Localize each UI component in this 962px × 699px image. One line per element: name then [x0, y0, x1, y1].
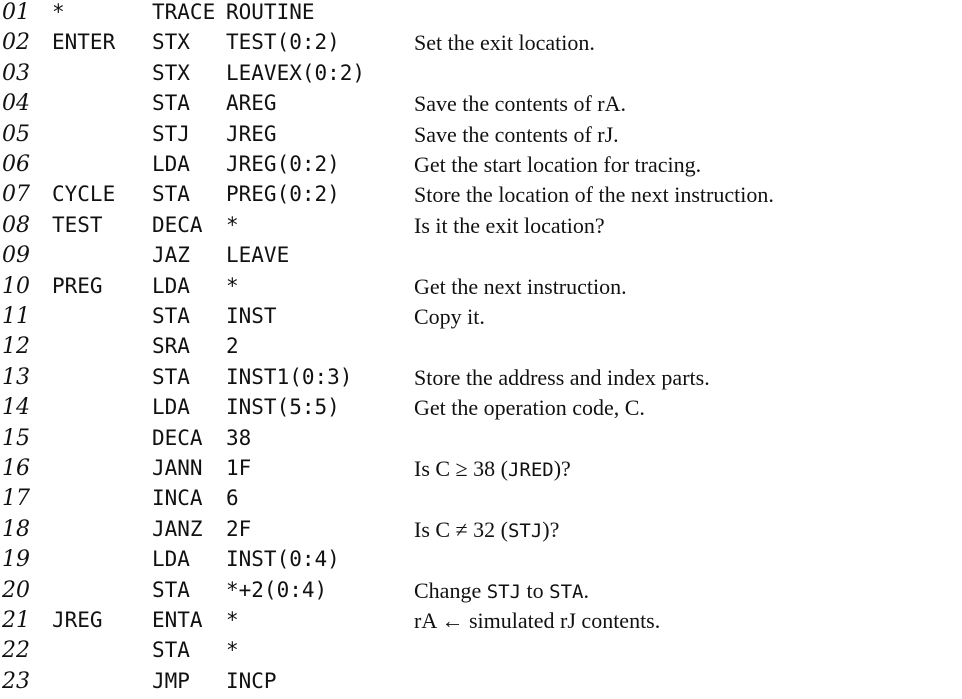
- code-address: *: [226, 608, 239, 632]
- comment-text: to: [521, 577, 550, 603]
- listing-line: [0, 578, 962, 608]
- code-opcode: STA: [152, 364, 190, 389]
- comment-text: Store the location of the next instruction.: [414, 182, 774, 208]
- line-number: 21: [2, 608, 30, 633]
- code-opcode: JAZ: [152, 243, 190, 268]
- code-address: INCP: [226, 668, 277, 693]
- comment-code-token: STJ: [486, 580, 522, 603]
- listing-line: [0, 517, 962, 547]
- listing-line: [0, 182, 962, 212]
- line-number: 08: [2, 212, 30, 238]
- comment-text: Is it the exit location?: [414, 212, 605, 238]
- line-number: 12: [2, 334, 30, 360]
- code-opcode: STA: [152, 638, 190, 663]
- listing-line: [0, 426, 962, 456]
- comment-text: .: [583, 577, 589, 603]
- listing-line: [0, 61, 962, 91]
- code-label: TEST: [52, 212, 103, 237]
- comment-text: Get the start location for tracing.: [414, 152, 702, 177]
- listing-line: [0, 456, 962, 486]
- code-comment: [414, 608, 660, 634]
- comment-text: Get the operation code, C.: [414, 395, 645, 421]
- code-opcode: DECA: [152, 425, 203, 450]
- line-number: 06: [2, 152, 30, 177]
- listing-line: [0, 304, 962, 334]
- line-number: 23: [2, 668, 30, 694]
- listing-line: [0, 243, 962, 273]
- listing-line: [0, 122, 962, 152]
- comment-text: Get the next instruction.: [414, 273, 627, 299]
- listing-line: [0, 669, 962, 699]
- line-number: 05: [2, 121, 30, 147]
- code-comment: [414, 304, 485, 330]
- code-opcode: SRA: [152, 334, 190, 359]
- line-number: 13: [2, 364, 30, 390]
- code-comment: [414, 182, 774, 208]
- listing-line: [0, 608, 962, 638]
- line-number: 04: [2, 91, 30, 117]
- code-address: JREG(0:2): [226, 152, 340, 176]
- code-opcode: LDA: [152, 395, 190, 420]
- listing-line: [0, 334, 962, 364]
- comment-text: Is C ≥ 38 (: [414, 456, 508, 481]
- code-opcode: STX: [152, 30, 190, 55]
- code-address: 2F: [226, 516, 252, 541]
- listing-line: [0, 91, 962, 121]
- code-address: INST: [226, 304, 277, 328]
- code-label: *: [52, 0, 65, 24]
- code-label: ENTER: [52, 30, 116, 55]
- code-opcode: STJ: [152, 121, 190, 146]
- code-opcode: JMP: [152, 668, 190, 693]
- code-opcode: JANZ: [152, 516, 203, 541]
- code-address: LEAVEX(0:2): [226, 60, 366, 85]
- code-opcode: LDA: [152, 273, 190, 298]
- code-address: *: [226, 273, 239, 298]
- code-comment: [414, 213, 605, 239]
- code-opcode: INCA: [152, 486, 203, 511]
- code-address: PREG(0:2): [226, 182, 340, 207]
- comment-text: Copy it.: [414, 304, 485, 329]
- code-address: 38: [226, 425, 252, 450]
- code-opcode: STA: [152, 577, 190, 602]
- listing-line: [0, 274, 962, 304]
- listing-line: [0, 152, 962, 182]
- code-comment: [414, 395, 645, 421]
- line-number: 19: [2, 547, 30, 573]
- code-address: 1F: [226, 456, 252, 480]
- code-opcode: ENTA: [152, 608, 203, 632]
- listing-line: [0, 213, 962, 243]
- code-address: INST1(0:3): [226, 364, 353, 389]
- listing-line: [0, 486, 962, 516]
- code-comment: [414, 578, 589, 604]
- line-number: 01: [2, 0, 30, 25]
- listing-line: [0, 395, 962, 425]
- code-label: JREG: [52, 608, 103, 632]
- code-address: INST(0:4): [226, 547, 340, 572]
- listing-line: [0, 547, 962, 577]
- code-comment: [414, 456, 571, 482]
- line-number: 09: [2, 243, 30, 269]
- code-address: LEAVE: [226, 243, 290, 268]
- code-comment: [414, 152, 701, 178]
- code-label: PREG: [52, 273, 103, 298]
- code-comment: [414, 365, 710, 391]
- listing-line: [0, 30, 962, 60]
- code-address: *: [226, 638, 239, 663]
- line-number: 14: [2, 395, 30, 421]
- listing-line: [0, 365, 962, 395]
- code-opcode: LDA: [152, 152, 190, 176]
- code-comment: [414, 30, 595, 56]
- line-number: 15: [2, 425, 30, 451]
- comment-code-token: STJ: [507, 519, 543, 542]
- line-number: 11: [2, 304, 30, 329]
- code-comment: [414, 517, 559, 543]
- code-address: ROUTINE: [226, 0, 315, 24]
- code-address: JREG: [226, 121, 277, 146]
- line-number: 16: [2, 456, 30, 481]
- code-comment: [414, 122, 619, 148]
- line-number: 07: [2, 182, 30, 208]
- line-number: 03: [2, 60, 30, 86]
- comment-text: Is C ≠ 32 (: [414, 516, 508, 542]
- comment-text: Save the contents of rJ.: [414, 121, 619, 147]
- code-label: CYCLE: [52, 182, 116, 207]
- listing-line: [0, 638, 962, 668]
- line-number: 10: [2, 273, 30, 299]
- code-comment: [414, 91, 626, 117]
- comment-text: )?: [542, 516, 560, 542]
- code-opcode: STA: [152, 182, 190, 207]
- code-comment: [414, 274, 627, 300]
- code-opcode: LDA: [152, 547, 190, 572]
- code-address: *+2(0:4): [226, 577, 328, 602]
- code-opcode: STA: [152, 304, 190, 328]
- comment-text: rA ← simulated rJ contents.: [414, 608, 661, 633]
- line-number: 02: [2, 30, 30, 56]
- code-opcode: DECA: [152, 212, 203, 237]
- comment-text: Set the exit location.: [414, 30, 595, 56]
- code-address: 2: [226, 334, 239, 359]
- code-opcode: STX: [152, 60, 190, 85]
- code-address: INST(5:5): [226, 395, 340, 420]
- comment-text: Change: [414, 577, 487, 603]
- comment-code-token: STA: [549, 580, 584, 603]
- code-address: AREG: [226, 91, 277, 116]
- code-opcode: JANN: [152, 456, 203, 480]
- code-address: *: [226, 212, 239, 237]
- code-opcode: STA: [152, 91, 190, 116]
- comment-text: Save the contents of rA.: [414, 91, 626, 117]
- code-address: 6: [226, 486, 239, 511]
- listing-line: [0, 0, 962, 30]
- line-number: 22: [2, 638, 30, 664]
- code-opcode: TRACE: [152, 0, 216, 24]
- line-number: 18: [2, 516, 30, 542]
- comment-text: Store the address and index parts.: [414, 364, 710, 390]
- code-address: TEST(0:2): [226, 30, 340, 55]
- comment-code-token: JRED: [507, 459, 554, 481]
- line-number: 17: [2, 486, 30, 512]
- comment-text: )?: [553, 456, 571, 481]
- line-number: 20: [2, 577, 30, 603]
